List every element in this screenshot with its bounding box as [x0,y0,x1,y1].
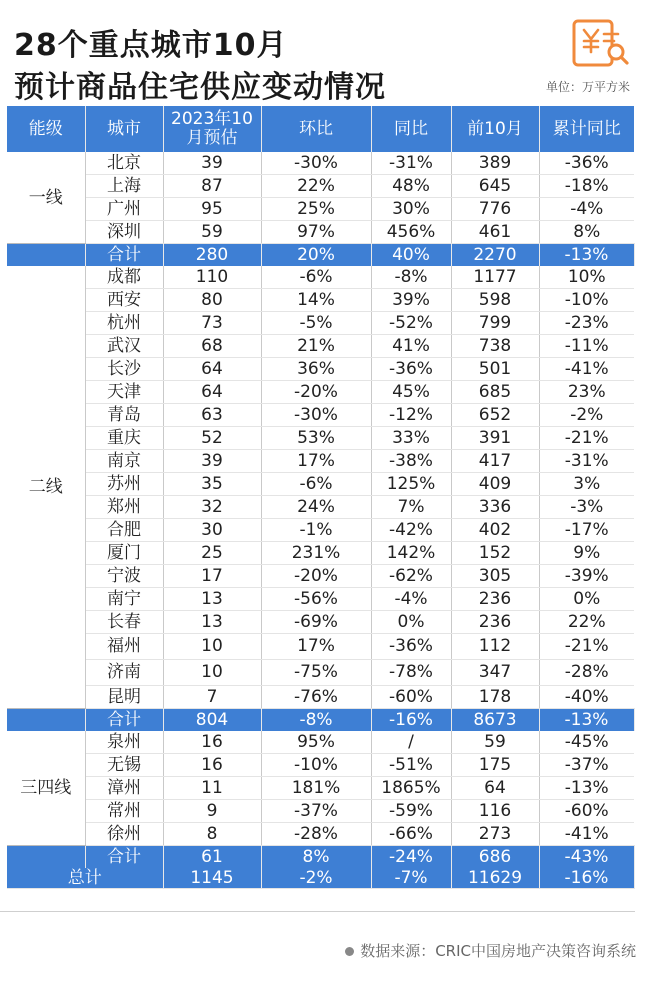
table-row [7,450,634,473]
value-cell: 13 [163,611,261,634]
value-cell: -37% [261,800,371,823]
subtotal-value: -24% [371,846,451,869]
value-cell: 273 [451,823,539,846]
value-cell: -59% [371,800,451,823]
value-cell: -13% [539,777,634,800]
value-cell: -38% [371,450,451,473]
table-row [7,496,634,519]
value-cell: -36% [371,358,451,381]
header-cell: 同比 [371,106,451,152]
value-cell: 16 [163,731,261,754]
value-cell: 776 [451,198,539,221]
value-cell: 39 [163,152,261,175]
value-cell: 0% [371,611,451,634]
value-cell: 652 [451,404,539,427]
header-cell: 能级 [7,106,85,152]
value-cell: 116 [451,800,539,823]
value-cell: -36% [371,634,451,660]
value-cell: 347 [451,660,539,686]
value-cell: 80 [163,289,261,312]
value-cell: 10 [163,660,261,686]
value-cell: 461 [451,221,539,244]
value-cell: 23% [539,381,634,404]
value-cell: -51% [371,754,451,777]
value-cell: -39% [539,565,634,588]
grand-total-value: 11629 [451,868,539,889]
value-cell: -62% [371,565,451,588]
value-cell: -6% [261,473,371,496]
subtotal-value: 61 [163,846,261,869]
header-cell: 累计同比 [539,106,634,152]
value-cell: 64 [163,358,261,381]
value-cell: -31% [539,450,634,473]
value-cell: 63 [163,404,261,427]
value-cell: 30 [163,519,261,542]
table-row [7,542,634,565]
value-cell: -56% [261,588,371,611]
city-cell: 杭州 [85,312,163,335]
title-line-1: 28个重点城市10月 [14,28,288,63]
value-cell: -41% [539,358,634,381]
value-cell: 175 [451,754,539,777]
tier-cell: 二线 [7,266,85,709]
value-cell: 17% [261,634,371,660]
header-cell: 前10月 [451,106,539,152]
value-cell: 39 [163,450,261,473]
value-cell: 110 [163,266,261,289]
table-row [7,611,634,634]
city-cell: 深圳 [85,221,163,244]
table-row [7,289,634,312]
value-cell: 87 [163,175,261,198]
value-cell: 181% [261,777,371,800]
subtotal-value: -13% [539,244,634,267]
city-cell: 广州 [85,198,163,221]
table-row [7,473,634,496]
value-cell: 73 [163,312,261,335]
city-cell: 南京 [85,450,163,473]
table-row [7,381,634,404]
supply-table [7,106,635,889]
value-cell: 11 [163,777,261,800]
city-cell: 苏州 [85,473,163,496]
source-note [345,940,636,961]
city-cell: 长春 [85,611,163,634]
city-cell: 无锡 [85,754,163,777]
tier-cell: 一线 [7,152,85,244]
value-cell: 33% [371,427,451,450]
value-cell: 9% [539,542,634,565]
value-cell: -36% [539,152,634,175]
table-header-row [7,106,634,152]
value-cell: 97% [261,221,371,244]
table-row [7,335,634,358]
value-cell: -21% [539,427,634,450]
value-cell: -28% [539,660,634,686]
value-cell: 36% [261,358,371,381]
value-cell: -75% [261,660,371,686]
title-line-2: 预计商品住宅供应变动情况 [14,70,386,105]
value-cell: 68 [163,335,261,358]
city-cell: 青岛 [85,404,163,427]
divider [0,911,635,912]
value-cell: 95 [163,198,261,221]
table-row [7,358,634,381]
value-cell: 501 [451,358,539,381]
value-cell: -8% [371,266,451,289]
value-cell: 59 [451,731,539,754]
value-cell: 738 [451,335,539,358]
value-cell: 10% [539,266,634,289]
value-cell: 402 [451,519,539,542]
value-cell: 391 [451,427,539,450]
city-cell: 武汉 [85,335,163,358]
value-cell: -28% [261,823,371,846]
table-row [7,800,634,823]
city-cell: 福州 [85,634,163,660]
value-cell: -60% [539,800,634,823]
table-row [7,660,634,686]
table-row [7,754,634,777]
value-cell: 112 [451,634,539,660]
value-cell: -10% [539,289,634,312]
value-cell: -60% [371,686,451,709]
city-cell: 济南 [85,660,163,686]
unit-label: 单位：万平方米 [545,80,630,94]
value-cell: 35 [163,473,261,496]
subtotal-value: 686 [451,846,539,869]
value-cell: -20% [261,565,371,588]
bullet-dot-icon [345,947,354,956]
tier-cell: 三四线 [7,731,85,846]
value-cell: 236 [451,588,539,611]
value-cell: -42% [371,519,451,542]
value-cell: 598 [451,289,539,312]
value-cell: 142% [371,542,451,565]
city-cell: 宁波 [85,565,163,588]
value-cell: 10 [163,634,261,660]
table-row [7,588,634,611]
subtotal-value: 280 [163,244,261,267]
value-cell: 799 [451,312,539,335]
city-cell: 南宁 [85,588,163,611]
value-cell: -66% [371,823,451,846]
value-cell: 41% [371,335,451,358]
value-cell: -45% [539,731,634,754]
value-cell: 45% [371,381,451,404]
value-cell: -52% [371,312,451,335]
value-cell: -3% [539,496,634,519]
tier-blank-cell [7,846,85,869]
value-cell: 7% [371,496,451,519]
value-cell: 7 [163,686,261,709]
value-cell: 456% [371,221,451,244]
value-cell: / [371,731,451,754]
value-cell: 25% [261,198,371,221]
value-cell: 95% [261,731,371,754]
value-cell: 59 [163,221,261,244]
subtotal-value: 804 [163,709,261,732]
value-cell: -17% [539,519,634,542]
subtotal-row [7,709,634,732]
value-cell: 409 [451,473,539,496]
value-cell: 3% [539,473,634,496]
value-cell: -31% [371,152,451,175]
grand-total-value: -7% [371,868,451,889]
subtotal-value: -16% [371,709,451,732]
value-cell: -20% [261,381,371,404]
value-cell: -76% [261,686,371,709]
table-row [7,634,634,660]
value-cell: -6% [261,266,371,289]
value-cell: -21% [539,634,634,660]
city-cell: 泉州 [85,731,163,754]
value-cell: -69% [261,611,371,634]
value-cell: 22% [539,611,634,634]
city-cell: 上海 [85,175,163,198]
value-cell: 22% [261,175,371,198]
value-cell: 39% [371,289,451,312]
value-cell: 8% [539,221,634,244]
grand-total-label: 总计 [7,868,163,889]
yen-document-search-icon [570,18,632,68]
subtotal-value: 20% [261,244,371,267]
value-cell: -78% [371,660,451,686]
value-cell: -11% [539,335,634,358]
value-cell: -37% [539,754,634,777]
grand-total-row [7,868,634,889]
subtotal-value: 2270 [451,244,539,267]
city-cell: 重庆 [85,427,163,450]
table-row [7,266,634,289]
value-cell: 16 [163,754,261,777]
value-cell: -41% [539,823,634,846]
city-cell: 厦门 [85,542,163,565]
value-cell: 236 [451,611,539,634]
value-cell: 125% [371,473,451,496]
city-cell: 成都 [85,266,163,289]
city-cell: 徐州 [85,823,163,846]
grand-total-value: 1145 [163,868,261,889]
subtotal-row [7,846,634,869]
subtotal-label: 合计 [85,244,163,267]
city-cell: 北京 [85,152,163,175]
city-cell: 天津 [85,381,163,404]
value-cell: -30% [261,152,371,175]
table-row [7,152,634,175]
value-cell: 336 [451,496,539,519]
value-cell: 52 [163,427,261,450]
value-cell: 17% [261,450,371,473]
value-cell: 25 [163,542,261,565]
table-row [7,686,634,709]
value-cell: -30% [261,404,371,427]
subtotal-value: 40% [371,244,451,267]
value-cell: -10% [261,754,371,777]
value-cell: 32 [163,496,261,519]
table-row [7,175,634,198]
city-cell: 西安 [85,289,163,312]
table-row [7,404,634,427]
subtotal-value: -13% [539,709,634,732]
value-cell: 417 [451,450,539,473]
header-cell: 2023年10 月预估 [163,106,261,152]
table-row [7,198,634,221]
table-row [7,731,634,754]
grand-total-value: -2% [261,868,371,889]
value-cell: 21% [261,335,371,358]
table-row [7,221,634,244]
subtotal-value: -8% [261,709,371,732]
value-cell: 152 [451,542,539,565]
city-cell: 长沙 [85,358,163,381]
city-cell: 常州 [85,800,163,823]
value-cell: 8 [163,823,261,846]
value-cell: 178 [451,686,539,709]
value-cell: 9 [163,800,261,823]
value-cell: 17 [163,565,261,588]
value-cell: 0% [539,588,634,611]
table-row [7,312,634,335]
table-row [7,823,634,846]
value-cell: -12% [371,404,451,427]
header-cell: 城市 [85,106,163,152]
value-cell: 305 [451,565,539,588]
value-cell: -2% [539,404,634,427]
source-text: 数据来源：CRIC中国房地产决策咨询系统 [360,942,636,960]
value-cell: 14% [261,289,371,312]
value-cell: 1177 [451,266,539,289]
value-cell: -1% [261,519,371,542]
value-cell: -5% [261,312,371,335]
city-cell: 昆明 [85,686,163,709]
value-cell: 30% [371,198,451,221]
value-cell: -23% [539,312,634,335]
grand-total-value: -16% [539,868,634,889]
value-cell: 64 [451,777,539,800]
table-row [7,565,634,588]
header-cell: 环比 [261,106,371,152]
value-cell: 1865% [371,777,451,800]
tier-blank-cell [7,709,85,732]
city-cell: 郑州 [85,496,163,519]
value-cell: 53% [261,427,371,450]
city-cell: 漳州 [85,777,163,800]
subtotal-value: 8673 [451,709,539,732]
value-cell: 389 [451,152,539,175]
value-cell: 645 [451,175,539,198]
value-cell: 685 [451,381,539,404]
value-cell: -4% [371,588,451,611]
tier-blank-cell [7,244,85,267]
city-cell: 合肥 [85,519,163,542]
value-cell: 24% [261,496,371,519]
value-cell: 231% [261,542,371,565]
subtotal-label: 合计 [85,846,163,869]
value-cell: 48% [371,175,451,198]
table-row [7,519,634,542]
subtotal-value: -43% [539,846,634,869]
table-row [7,777,634,800]
value-cell: -18% [539,175,634,198]
value-cell: -40% [539,686,634,709]
subtotal-row [7,244,634,267]
value-cell: 64 [163,381,261,404]
table-row [7,427,634,450]
value-cell: -4% [539,198,634,221]
subtotal-label: 合计 [85,709,163,732]
value-cell: 13 [163,588,261,611]
subtotal-value: 8% [261,846,371,869]
